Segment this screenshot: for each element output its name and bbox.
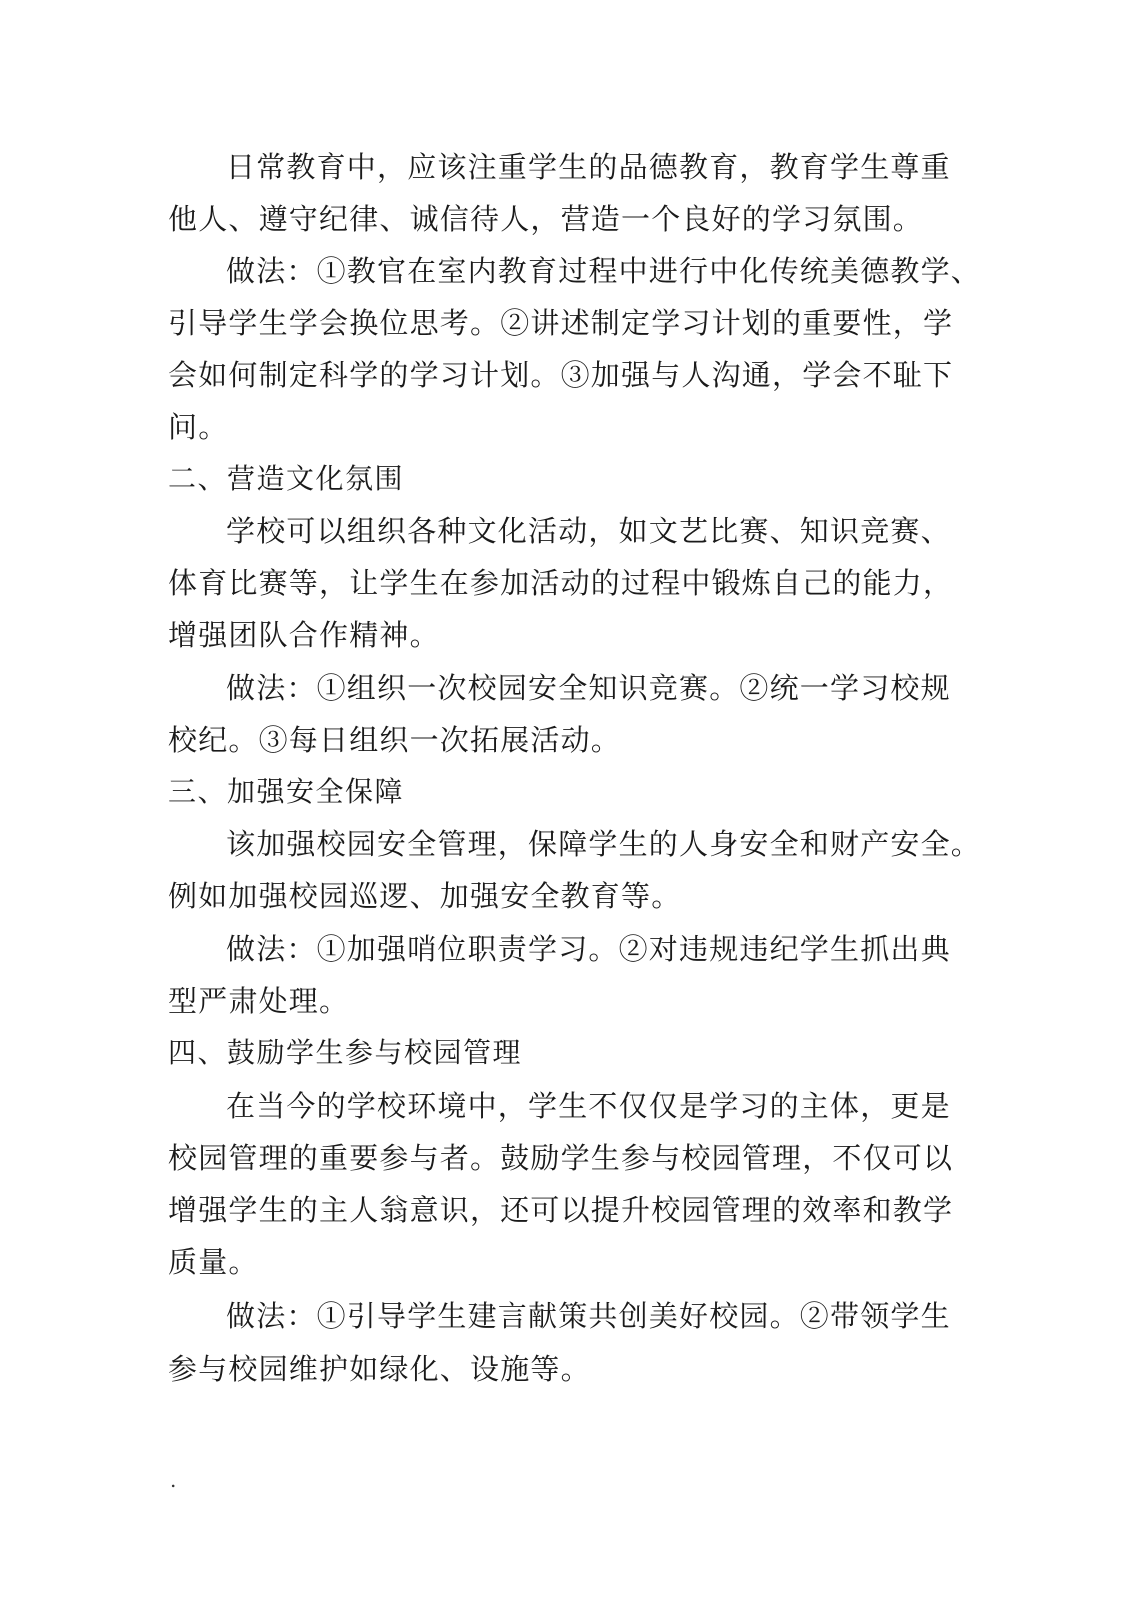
paragraph-line: 做法：①引导学生建言献策共创美好校园。②带领学生 xyxy=(226,1299,951,1333)
footer-mark: . xyxy=(170,1468,177,1492)
paragraph-line: 例如加强校园巡逻、加强安全教育等。 xyxy=(168,879,682,913)
paragraph-line: 型严肃处理。 xyxy=(168,984,350,1018)
paragraph-line: 会如何制定科学的学习计划。③加强与人沟通，学会不耻下 xyxy=(168,358,954,392)
paragraph-line: 该加强校园安全管理，保障学生的人身安全和财产安全。 xyxy=(226,827,982,861)
section-heading: 四、鼓励学生参与校园管理 xyxy=(168,1036,523,1069)
paragraph-line: 增强团队合作精神。 xyxy=(168,618,440,652)
paragraph-line: 增强学生的主人翁意识，还可以提升校园管理的效率和教学 xyxy=(168,1193,954,1227)
paragraph-line: 引导学生学会换位思考。②讲述制定学习计划的重要性，学 xyxy=(168,306,954,340)
paragraph-line: 问。 xyxy=(168,410,229,444)
paragraph-line: 他人、遵守纪律、诚信待人，营造一个良好的学习氛围。 xyxy=(168,202,924,236)
paragraph-line: 校园管理的重要参与者。鼓励学生参与校园管理，不仅可以 xyxy=(168,1141,954,1175)
paragraph-line: 质量。 xyxy=(168,1245,259,1279)
paragraph-line: 参与校园维护如绿化、设施等。 xyxy=(168,1352,591,1386)
paragraph-line: 日常教育中，应该注重学生的品德教育，教育学生尊重 xyxy=(226,150,951,184)
paragraph-line: 学校可以组织各种文化活动，如文艺比赛、知识竞赛、 xyxy=(226,514,951,548)
paragraph-line: 在当今的学校环境中，学生不仅仅是学习的主体，更是 xyxy=(226,1089,951,1123)
paragraph-line: 校纪。③每日组织一次拓展活动。 xyxy=(168,723,622,757)
section-heading: 三、加强安全保障 xyxy=(168,775,405,808)
paragraph-line: 做法：①组织一次校园安全知识竞赛。②统一学习校规 xyxy=(226,671,951,705)
paragraph-line: 做法：①教官在室内教育过程中进行中化传统美德教学、 xyxy=(226,254,982,288)
paragraph-line: 体育比赛等，让学生在参加活动的过程中锻炼自己的能力， xyxy=(168,566,954,600)
paragraph-line: 做法：①加强哨位职责学习。②对违规违纪学生抓出典 xyxy=(226,932,951,966)
section-heading: 二、营造文化氛围 xyxy=(168,462,405,495)
